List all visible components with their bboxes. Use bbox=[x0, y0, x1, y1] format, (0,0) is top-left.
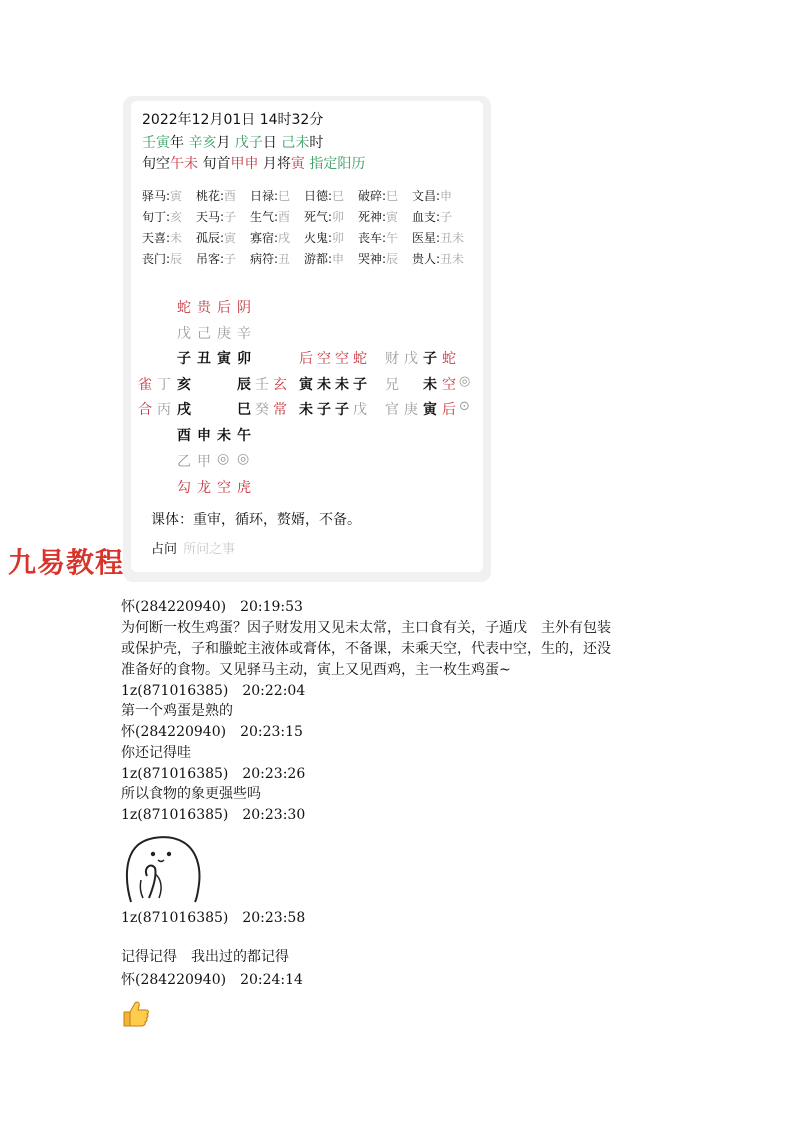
shensha-name: 驿马: bbox=[142, 189, 171, 203]
tianjiang-bottom: 虎 bbox=[237, 480, 251, 496]
shensha-item bbox=[196, 228, 250, 248]
shensha-value: 丑未 bbox=[440, 252, 465, 266]
dungan-left: 丙 bbox=[157, 402, 171, 418]
shensha-item bbox=[250, 249, 304, 269]
dungan-top: 己 bbox=[197, 326, 211, 342]
sike-god: 蛇 bbox=[353, 351, 367, 367]
branch-right: 辰 bbox=[237, 377, 251, 393]
sanchuan-branch: 子 bbox=[423, 351, 437, 367]
shensha-value: 丑 bbox=[278, 252, 291, 266]
pillar-month-unit: 月 bbox=[216, 135, 231, 151]
shensha-row-1 bbox=[142, 186, 452, 206]
shensha-item bbox=[196, 186, 250, 206]
xunshou-value: 甲申 bbox=[230, 156, 259, 172]
pillar-year-unit: 年 bbox=[170, 135, 184, 151]
shensha-value: 巳 bbox=[386, 189, 399, 203]
dungan-left: 丁 bbox=[157, 377, 171, 393]
kongwang-mark-icon: ◎ bbox=[459, 374, 471, 389]
shensha-value: 卯 bbox=[332, 210, 345, 224]
shensha-value: 戌 bbox=[278, 231, 291, 245]
shensha-value: 巳 bbox=[332, 189, 345, 203]
shensha-item bbox=[250, 207, 304, 227]
zhanwen-label: 占问 bbox=[151, 542, 178, 557]
shensha-item bbox=[250, 186, 304, 206]
tianjiang-top: 蛇 bbox=[177, 300, 191, 316]
branch-bottom: 午 bbox=[237, 428, 251, 444]
branch-top: 子 bbox=[177, 351, 191, 367]
shensha-item bbox=[412, 252, 464, 266]
shensha-item bbox=[412, 231, 464, 245]
chat-sender: 1z(871016385) 20:23:26 bbox=[121, 766, 306, 782]
shensha-item bbox=[358, 228, 412, 248]
sike-god: 后 bbox=[299, 351, 313, 367]
xunkong-value: 午未 bbox=[170, 156, 198, 172]
divination-card bbox=[123, 96, 491, 582]
shensha-value: 申 bbox=[440, 189, 453, 203]
shensha-value: 辰 bbox=[386, 252, 399, 266]
chat-message: 所以食物的象更强些吗 bbox=[121, 786, 261, 802]
shensha-name: 哭神: bbox=[358, 252, 387, 266]
shensha-value: 亥 bbox=[170, 210, 183, 224]
shensha-name: 孤辰: bbox=[196, 231, 225, 245]
dungan-top: 庚 bbox=[217, 326, 231, 342]
sanchuan-stem: 戊 bbox=[404, 351, 418, 367]
ma-mark-icon: ⊙ bbox=[459, 399, 470, 414]
shensha-name: 天喜: bbox=[142, 231, 171, 245]
branch-bottom: 申 bbox=[197, 428, 211, 444]
shensha-name: 医星: bbox=[412, 231, 441, 245]
shensha-row-4 bbox=[142, 249, 464, 269]
shensha-item bbox=[304, 207, 358, 227]
datetime: 2022年12月01日 14时32分 bbox=[142, 112, 324, 128]
chat-sender: 怀(284220940) 20:19:53 bbox=[121, 599, 303, 615]
sike-upper: 寅 bbox=[299, 377, 313, 393]
shensha-value: 巳 bbox=[278, 189, 291, 203]
chat-sender: 1z(871016385) 20:22:04 bbox=[121, 683, 306, 699]
thumbs-up-icon bbox=[121, 1000, 151, 1028]
sanchuan-branch: 寅 bbox=[423, 402, 437, 418]
tianjiang-top: 贵 bbox=[197, 300, 211, 316]
branch-top: 卯 bbox=[237, 351, 251, 367]
sike-god: 空 bbox=[335, 351, 349, 367]
shensha-item bbox=[250, 228, 304, 248]
shensha-value: 子 bbox=[440, 210, 453, 224]
sike-lower: 戊 bbox=[353, 402, 367, 418]
dungan-bottom: 甲 bbox=[197, 454, 211, 470]
four-pillars bbox=[142, 133, 323, 153]
calendar-mode: 指定阳历 bbox=[309, 156, 366, 172]
sanchuan-kin: 官 bbox=[385, 402, 399, 418]
sanchuan-god: 蛇 bbox=[442, 351, 456, 367]
shensha-value: 辰 bbox=[170, 252, 183, 266]
shensha-value: 未 bbox=[170, 231, 183, 245]
shensha-item bbox=[304, 186, 358, 206]
shensha-value: 寅 bbox=[386, 210, 399, 224]
keti-line bbox=[151, 510, 361, 530]
chat-message: 第一个鸡蛋是熟的 bbox=[121, 703, 233, 719]
sike-upper: 未 bbox=[335, 377, 349, 393]
shensha-name: 旬丁: bbox=[142, 210, 171, 224]
shensha-item bbox=[358, 207, 412, 227]
shensha-value: 子 bbox=[224, 252, 237, 266]
watermark-logo: 九易教程 bbox=[8, 546, 125, 579]
bear-sticker-icon bbox=[121, 832, 205, 906]
sanchuan-branch: 未 bbox=[423, 377, 437, 393]
dungan-top: 戊 bbox=[177, 326, 191, 342]
shensha-value: 寅 bbox=[170, 189, 183, 203]
branch-right: 巳 bbox=[237, 402, 251, 418]
sanchuan-kin: 财 bbox=[385, 351, 399, 367]
chat-message: 你还记得哇 bbox=[121, 745, 191, 761]
branch-left: 亥 bbox=[177, 377, 191, 393]
chat-message: 或保护壳，子和螣蛇主液体或膏体，不备课，未乘天空，代表中空，生的，还没 bbox=[121, 641, 611, 657]
branch-top: 寅 bbox=[217, 351, 231, 367]
sanchuan-kin: 兄 bbox=[385, 377, 399, 393]
shensha-row-3 bbox=[142, 228, 464, 248]
zhanwen-line bbox=[151, 540, 235, 560]
sanchuan-god: 后 bbox=[442, 402, 456, 418]
sike-lower: 子 bbox=[317, 402, 331, 418]
shensha-name: 文昌: bbox=[412, 189, 441, 203]
shensha-name: 火鬼: bbox=[304, 231, 333, 245]
shensha-value: 卯 bbox=[332, 231, 345, 245]
yuejiang-value: 寅 bbox=[290, 156, 305, 172]
shensha-name: 吊客: bbox=[196, 252, 225, 266]
tianjiang-right: 玄 bbox=[273, 377, 287, 393]
dungan-bottom: 乙 bbox=[177, 454, 191, 470]
branch-top: 丑 bbox=[197, 351, 211, 367]
shensha-row-2 bbox=[142, 207, 452, 227]
shensha-item bbox=[304, 228, 358, 248]
tianjiang-bottom: 龙 bbox=[197, 480, 211, 496]
shensha-name: 血支: bbox=[412, 210, 441, 224]
branch-left: 戌 bbox=[177, 402, 191, 418]
shensha-item bbox=[412, 210, 452, 224]
yuejiang-label: 月将 bbox=[262, 156, 291, 172]
chat-sender: 1z(871016385) 20:23:58 bbox=[121, 910, 306, 926]
chat-sender: 怀(284220940) 20:24:14 bbox=[121, 972, 303, 988]
chat-message: 准备好的食物。又见驿马主动，寅上又见酉鸡，主一枚生鸡蛋~ bbox=[121, 662, 511, 678]
tianjiang-left: 合 bbox=[138, 402, 152, 418]
pillar-hour-unit: 时 bbox=[309, 135, 324, 151]
shensha-name: 寡宿: bbox=[250, 231, 279, 245]
dungan-top: 辛 bbox=[237, 326, 251, 342]
shensha-value: 酉 bbox=[278, 210, 291, 224]
shensha-value: 酉 bbox=[224, 189, 237, 203]
sike-god: 空 bbox=[317, 351, 331, 367]
chat-message: 为何断一枚生鸡蛋？因子财发用又见未太常，主口食有关，子遁戊 主外有包装 bbox=[121, 620, 611, 636]
pillar-day-unit: 日 bbox=[262, 135, 277, 151]
branch-bottom: 酉 bbox=[177, 428, 191, 444]
dungan-right: 壬 bbox=[255, 377, 269, 393]
shensha-value: 申 bbox=[332, 252, 345, 266]
tianjiang-bottom: 勾 bbox=[177, 480, 191, 496]
pillar-day: 戊子 bbox=[234, 135, 263, 151]
shensha-name: 日德: bbox=[304, 189, 333, 203]
sike-lower: 子 bbox=[335, 402, 349, 418]
keti-value: 重审，循环，赘婿，不备。 bbox=[193, 512, 361, 528]
xunkong-label: 旬空 bbox=[142, 156, 170, 172]
shensha-value: 子 bbox=[224, 210, 237, 224]
dungan-bottom: ◎ bbox=[217, 451, 230, 467]
shensha-item bbox=[142, 228, 196, 248]
shensha-name: 日禄: bbox=[250, 189, 279, 203]
pillar-hour: 己未 bbox=[281, 135, 310, 151]
tianjiang-top: 后 bbox=[217, 300, 231, 316]
shensha-item bbox=[142, 207, 196, 227]
shensha-item bbox=[196, 207, 250, 227]
shensha-item bbox=[304, 249, 358, 269]
sike-upper: 未 bbox=[317, 377, 331, 393]
shensha-value: 丑未 bbox=[440, 231, 465, 245]
dungan-bottom: ◎ bbox=[237, 451, 250, 467]
shensha-name: 死气: bbox=[304, 210, 333, 224]
tianjiang-bottom: 空 bbox=[217, 480, 231, 496]
shensha-name: 病符: bbox=[250, 252, 279, 266]
shensha-item bbox=[196, 249, 250, 269]
shensha-item bbox=[142, 186, 196, 206]
shensha-name: 丧车: bbox=[358, 231, 387, 245]
shensha-name: 破碎: bbox=[358, 189, 387, 203]
chat-message: 记得记得 我出过的都记得 bbox=[121, 949, 289, 965]
chat-sender: 怀(284220940) 20:23:15 bbox=[121, 724, 303, 740]
shensha-item bbox=[412, 189, 452, 203]
shensha-value: 寅 bbox=[224, 231, 237, 245]
shensha-name: 桃花: bbox=[196, 189, 225, 203]
shensha-item bbox=[358, 249, 412, 269]
shensha-name: 生气: bbox=[250, 210, 279, 224]
xun-info bbox=[142, 154, 365, 174]
chat-sender: 1z(871016385) 20:23:30 bbox=[121, 807, 306, 823]
tianjiang-right: 常 bbox=[273, 402, 287, 418]
shensha-name: 贵人: bbox=[412, 252, 441, 266]
sanchuan-stem: 庚 bbox=[404, 402, 418, 418]
zhanwen-input[interactable]: 所问之事 bbox=[183, 542, 236, 557]
shensha-name: 天马: bbox=[196, 210, 225, 224]
shensha-value: 午 bbox=[386, 231, 399, 245]
branch-bottom: 未 bbox=[217, 428, 231, 444]
shensha-name: 丧门: bbox=[142, 252, 171, 266]
sike-lower: 未 bbox=[299, 402, 313, 418]
shensha-item bbox=[358, 186, 412, 206]
shensha-name: 游都: bbox=[304, 252, 333, 266]
pillar-month: 辛亥 bbox=[188, 135, 217, 151]
keti-label: 课体： bbox=[151, 512, 193, 528]
sanchuan-god: 空 bbox=[442, 377, 456, 393]
shensha-name: 死神: bbox=[358, 210, 387, 224]
tianjiang-top: 阴 bbox=[237, 300, 251, 316]
pillar-year: 壬寅 bbox=[142, 135, 170, 151]
tianjiang-left: 雀 bbox=[138, 377, 152, 393]
xunshou-label: 旬首 bbox=[202, 156, 231, 172]
shensha-item bbox=[142, 249, 196, 269]
sike-upper: 子 bbox=[353, 377, 367, 393]
dungan-right: 癸 bbox=[255, 402, 269, 418]
